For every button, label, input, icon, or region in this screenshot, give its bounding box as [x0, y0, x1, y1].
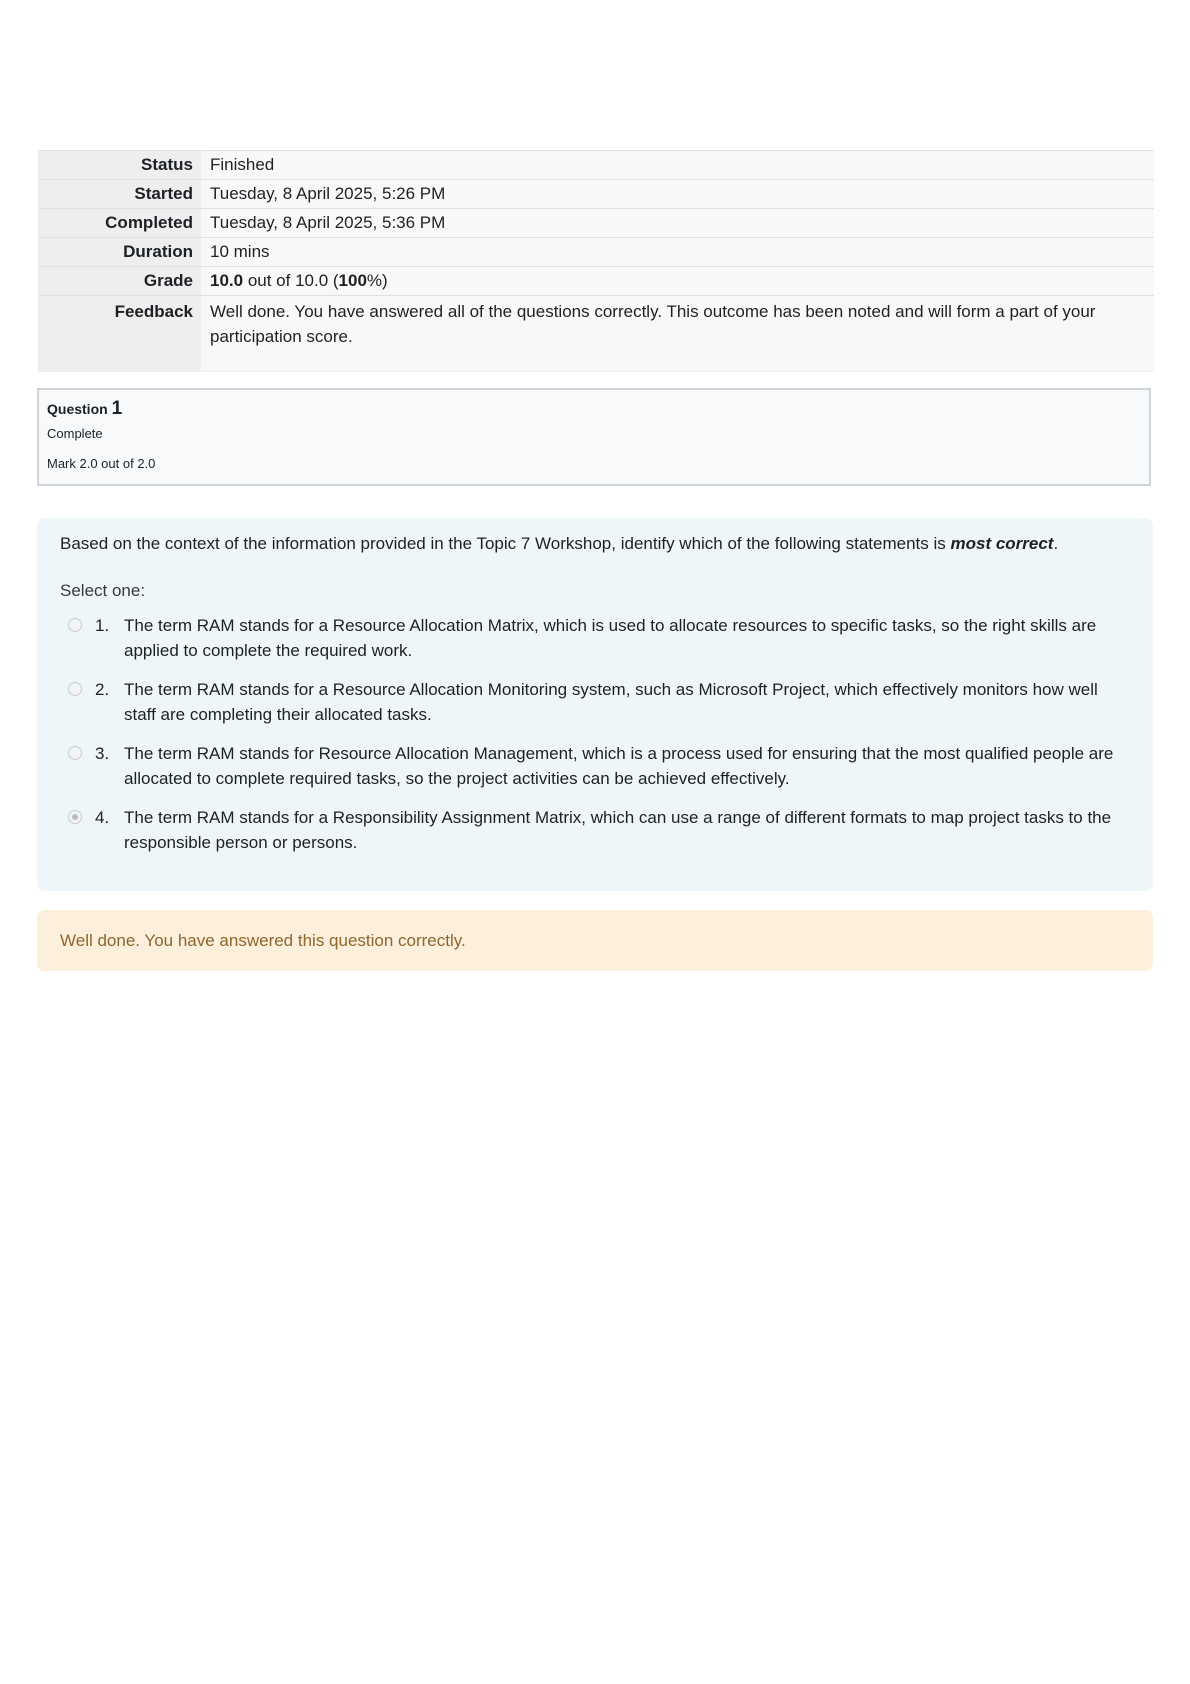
question-text-end: .	[1053, 534, 1059, 553]
question-formulation	[37, 518, 1153, 891]
answer-text-3: The term RAM stands for Resource Allocation Management, which is a process used for ensuring that the most qualified people are allocated to complete required tasks, so the project activities can be achieved effectively.	[124, 744, 1114, 788]
summary-row-duration	[38, 238, 1154, 267]
completed-value: Tuesday, 8 April 2025, 5:36 PM	[201, 209, 1154, 238]
answer-number-4: 4.	[95, 808, 110, 827]
summary-row-started	[38, 180, 1154, 209]
grade-suffix: %)	[366, 271, 388, 290]
question-state: Complete	[47, 426, 103, 441]
started-value: Tuesday, 8 April 2025, 5:26 PM	[201, 180, 1154, 209]
completed-label: Completed	[38, 209, 201, 238]
summary-row-grade	[38, 267, 1154, 296]
answer-radio-2[interactable]	[68, 682, 82, 696]
question-text	[60, 532, 1131, 556]
answer-radio-1[interactable]	[68, 618, 82, 632]
answer-number-2: 2.	[95, 680, 110, 699]
select-one-prompt: Select one:	[60, 581, 146, 600]
grade-out-of: out of 10.0 (	[243, 271, 339, 290]
answer-text-1: The term RAM stands for a Resource Allocation Matrix, which is used to allocate resources to specific tasks, so the right skills are applied to complete the required work.	[124, 616, 1097, 660]
answer-list	[60, 613, 1131, 855]
question-number-value: 1	[111, 398, 123, 419]
question-number	[47, 398, 1149, 420]
question-info-box	[37, 388, 1151, 486]
answer-text-2: The term RAM stands for a Resource Allocation Monitoring system, such as Microsoft Project, which effectively monitors how well staff are completing their allocated tasks.	[124, 680, 1098, 724]
answer-number-1: 1.	[95, 616, 110, 635]
grade-value	[201, 267, 1154, 296]
started-label: Started	[38, 180, 201, 209]
duration-label: Duration	[38, 238, 201, 267]
status-label: Status	[38, 151, 201, 180]
grade-percent: 100	[338, 271, 367, 290]
answer-number-3: 3.	[95, 744, 110, 763]
summary-row-status	[38, 151, 1154, 180]
feedback-label: Feedback	[38, 296, 201, 372]
question-label: Question	[47, 401, 108, 417]
grade-score: 10.0	[210, 271, 244, 290]
answer-option-2[interactable]	[60, 677, 1131, 727]
summary-row-feedback	[38, 296, 1154, 372]
question-text-emphasis: most correct	[950, 534, 1054, 553]
status-value: Finished	[201, 151, 1154, 180]
answer-option-1[interactable]	[60, 613, 1131, 663]
summary-row-completed	[38, 209, 1154, 238]
feedback-value: Well done. You have answered all of the questions correctly. This outcome has been noted and will form a part of your participation score.	[201, 296, 1154, 372]
answer-text-4: The term RAM stands for a Responsibility Assignment Matrix, which can use a range of different formats to map project tasks to the responsible person or persons.	[124, 808, 1112, 852]
answer-radio-4[interactable]	[68, 810, 82, 824]
question-mark: Mark 2.0 out of 2.0	[47, 456, 156, 471]
answer-option-3[interactable]	[60, 741, 1131, 791]
grade-label: Grade	[38, 267, 201, 296]
answer-option-4[interactable]	[60, 805, 1131, 855]
attempt-summary-table	[38, 150, 1154, 372]
question-feedback: Well done. You have answered this question correctly.	[37, 910, 1153, 971]
answer-radio-3[interactable]	[68, 746, 82, 760]
question-text-main: Based on the context of the information provided in the Topic 7 Workshop, identify which of the following statements is	[60, 534, 951, 553]
duration-value: 10 mins	[201, 238, 1154, 267]
